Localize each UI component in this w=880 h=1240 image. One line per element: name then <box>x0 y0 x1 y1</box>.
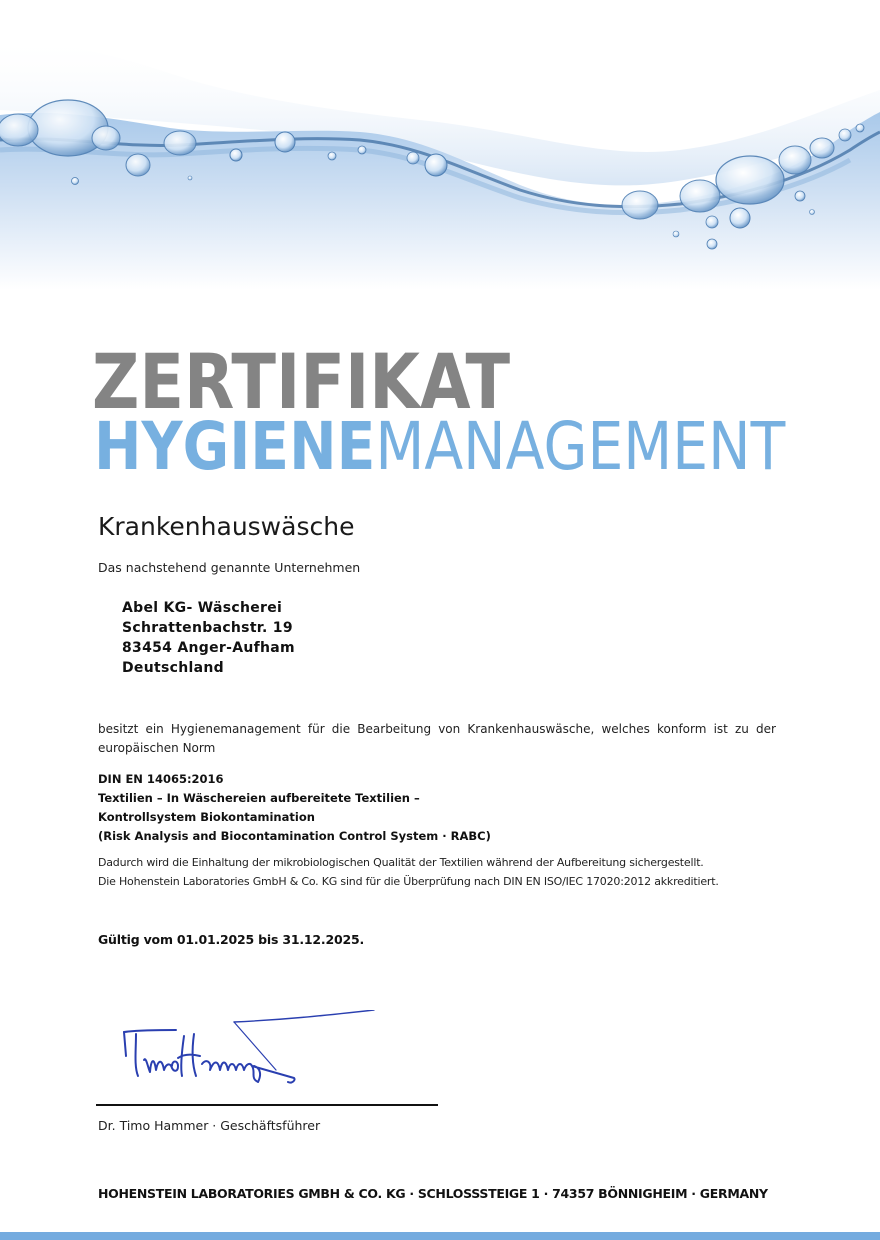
company-street: Schrattenbachstr. 19 <box>122 620 293 636</box>
signature-line <box>96 1104 438 1106</box>
signer-name: Dr. Timo Hammer · Geschäftsführer <box>98 1118 321 1133</box>
norm-title-line1: Textilien – In Wäschereien aufbereitete Textilien – <box>98 791 420 805</box>
issuer-address: HOHENSTEIN LABORATORIES GMBH & CO. KG · SCHLOSSSTEIGE 1 · 74357 BÖNNIGHEIM · GERMANY <box>98 1186 768 1201</box>
certificate-scope: Krankenhauswäsche <box>98 512 355 541</box>
company-country: Deutschland <box>122 660 224 676</box>
title-management: MANAGEMENT <box>375 408 786 485</box>
intro-text: Das nachstehend genannte Unternehmen <box>98 560 361 575</box>
footer-color-bar <box>0 1232 880 1240</box>
norm-title-line2: Kontrollsystem Biokontamination <box>98 810 315 824</box>
certificate-title: ZERTIFIKAT <box>92 337 511 426</box>
quality-text-line2: Die Hohenstein Laboratories GmbH & Co. KG sind für die Überprüfung nach DIN EN ISO/IEC 17020:2012 akkreditiert. <box>98 875 719 888</box>
quality-text <box>98 853 778 891</box>
title-hygiene: HYGIENE <box>94 408 376 485</box>
signature-image <box>120 1010 390 1100</box>
company-city: 83454 Anger-Aufham <box>122 640 295 656</box>
water-wave-header-image <box>0 0 880 290</box>
company-address <box>122 598 295 678</box>
norm-title-line3: (Risk Analysis and Biocontamination Control System · RABC) <box>98 829 491 843</box>
norm-block <box>98 770 491 846</box>
quality-text-line1: Dadurch wird die Einhaltung der mikrobiologischen Qualität der Textilien während der Aufbereitung sichergestellt. <box>98 856 704 869</box>
conformity-text: besitzt ein Hygienemanagement für die Bearbeitung von Krankenhauswäsche, welches konform ist zu der europäischen Norm <box>98 722 776 755</box>
norm-code: DIN EN 14065:2016 <box>98 772 224 786</box>
validity-period: Gültig vom 01.01.2025 bis 31.12.2025. <box>98 932 364 947</box>
certificate-subject-title <box>94 408 786 485</box>
company-name: Abel KG- Wäscherei <box>122 600 283 616</box>
